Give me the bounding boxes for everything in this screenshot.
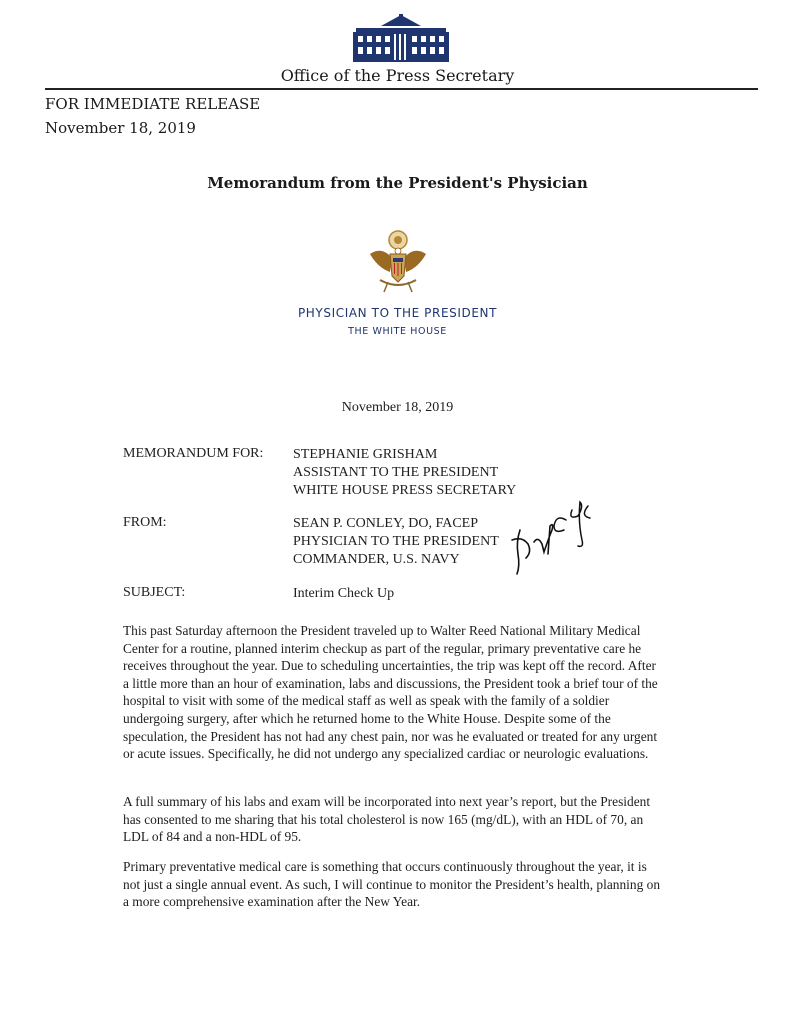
office-title: Office of the Press Secretary	[280, 66, 515, 85]
memo-paragraph-3: Primary preventative medical care is something that occurs continuously throughout the year, it is not just a single annual event. As such, I will continue to monitor the President’s health, planning on a more comprehensive examination after the New Year.	[123, 859, 661, 910]
memo-date: November 18, 2019	[341, 400, 454, 415]
presidential-seal	[366, 228, 430, 294]
sender-name: SEAN P. CONLEY, DO, FACEP	[293, 516, 479, 531]
release-label: FOR IMMEDIATE RELEASE	[45, 95, 261, 113]
release-date: November 18, 2019	[45, 119, 196, 137]
memo-for-label: MEMORANDUM FOR:	[123, 446, 264, 461]
memo-from-label: FROM:	[123, 515, 167, 530]
sender-title: PHYSICIAN TO THE PRESIDENT	[293, 534, 499, 549]
memo-paragraph-2: A full summary of his labs and exam will be incorporated into next year’s report, but the President has consented to me sharing that his total cholesterol is now 165 (mg/dL), with an HDL of 70, an LDL of 84 and a non-HDL of 95.	[123, 794, 651, 845]
white-house-logo	[353, 14, 449, 64]
signature	[508, 500, 600, 580]
recipient-title: ASSISTANT TO THE PRESIDENT	[293, 465, 499, 480]
memo-subject: Interim Check Up	[293, 586, 395, 601]
header-divider	[45, 88, 758, 90]
memo-from-sender	[293, 515, 499, 569]
recipient-office: WHITE HOUSE PRESS SECRETARY	[293, 483, 517, 498]
memo-subject-label: SUBJECT:	[123, 585, 186, 600]
letterhead-office-name: PHYSICIAN TO THE PRESIDENT	[297, 306, 498, 320]
memo-paragraph-1: This past Saturday afternoon the President traveled up to Walter Reed National Military Medical Center for a routine, planned interim checkup as part of the regular, primary preventative care he receives throughout the year. Due to scheduling uncertainties, the trip was kept off the record. After a little more than an hour of examination, labs and discussions, the President took a brief tour of the hospital to visit with some of the medical staff as well as speak with the family of a soldier undergoing surgery, after which he returned home to the White House. Despite some of the speculation, the President has not had any chest pain, nor was he evaluated or treated for any urgent or acute issues. Specifically, he did not undergo any specialized cardiac or neurologic evaluations.	[123, 623, 658, 762]
recipient-name: STEPHANIE GRISHAM	[293, 447, 438, 462]
sender-rank: COMMANDER, U.S. NAVY	[293, 552, 460, 567]
memo-for-recipient	[293, 446, 516, 500]
letterhead-building: THE WHITE HOUSE	[348, 326, 447, 337]
memo-heading: Memorandum from the President's Physician	[207, 174, 588, 192]
